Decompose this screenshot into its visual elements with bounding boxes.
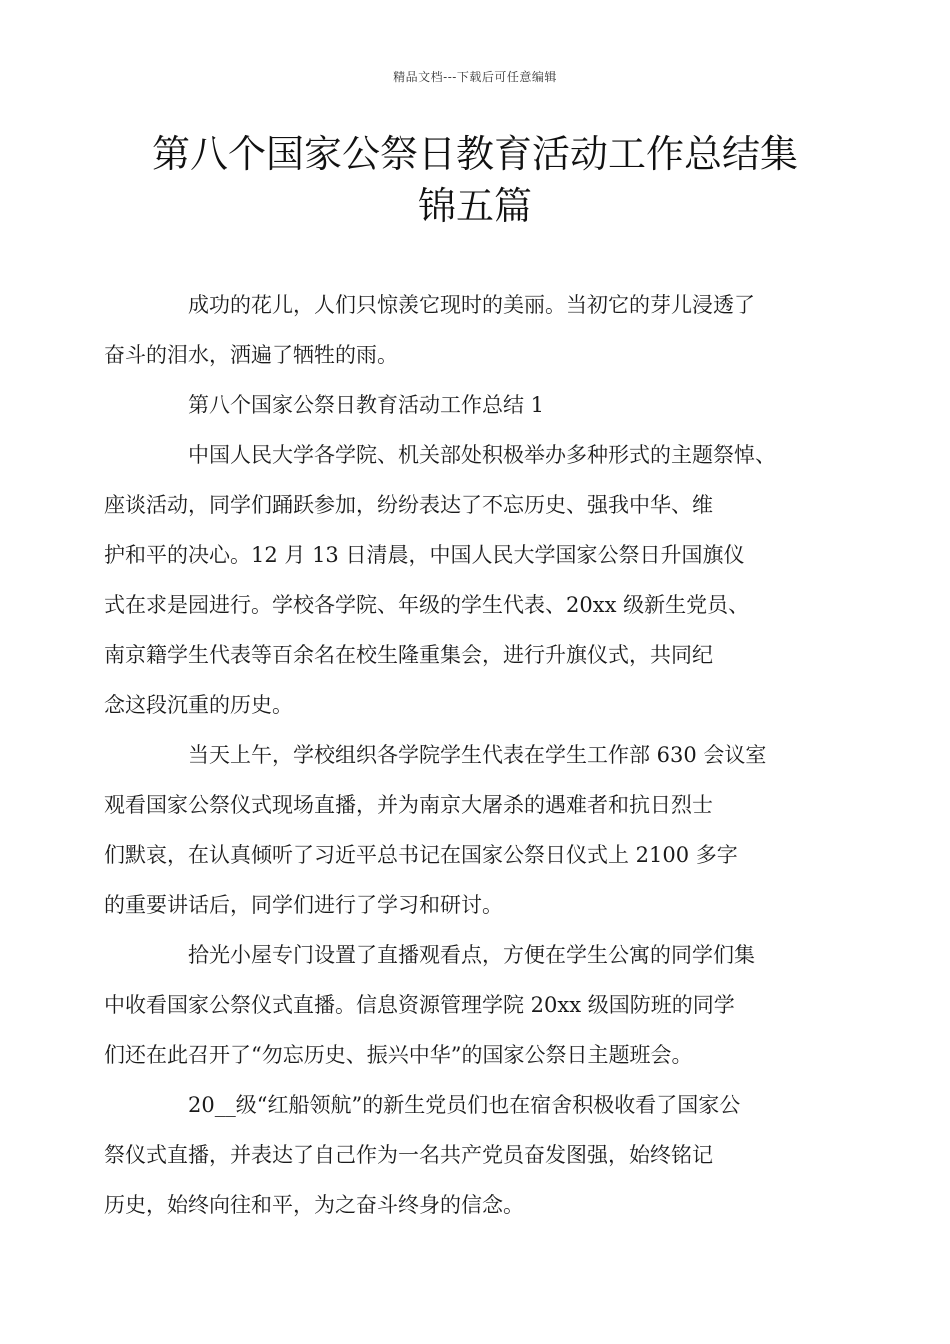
paragraph-line: 拾光小屋专门设置了直播观看点，方便在学生公寓的同学们集	[188, 943, 755, 967]
title-line: 第八个国家公祭日教育活动工作总结集	[151, 132, 798, 176]
paragraph	[146, 380, 811, 430]
paragraph-line: 奋斗的泪水，洒遍了牺牲的雨。	[104, 343, 398, 367]
paragraph-line: 的重要讲话后，同学们进行了学习和研讨。	[104, 893, 503, 917]
title-line: 锦五篇	[417, 184, 532, 228]
paragraph-line: 护和平的决心。12 月 13 日清晨，中国人民大学国家公祭日升国旗仪	[104, 543, 745, 567]
paragraph-line: 中国人民大学各学院、机关部处积极举办多种形式的主题祭悼、	[188, 443, 776, 467]
paragraph-line: 式在求是园进行。学校各学院、年级的学生代表、20xx 级新生党员、	[104, 593, 750, 617]
paragraph	[104, 280, 811, 380]
paragraph-line: 中收看国家公祭仪式直播。信息资源管理学院 20xx 级国防班的同学	[104, 993, 735, 1017]
paragraph-line: 们还在此召开了“勿忘历史、振兴中华”的国家公祭日主题班会。	[104, 1043, 693, 1067]
document-title	[120, 128, 830, 232]
header-note: 精品文档---下载后可任意编辑	[393, 70, 557, 84]
paragraph	[104, 730, 811, 930]
paragraph-line: 当天上午，学校组织各学院学生代表在学生工作部 630 会议室	[188, 743, 767, 767]
paragraph-line: 祭仪式直播，并表达了自己作为一名共产党员奋发图强，始终铭记	[104, 1143, 713, 1167]
paragraph-line: 观看国家公祭仪式现场直播，并为南京大屠杀的遇难者和抗日烈士	[104, 793, 713, 817]
paragraph-line: 历史，始终向往和平，为之奋斗终身的信念。	[104, 1193, 524, 1217]
paragraph	[104, 930, 811, 1080]
paragraph-line: 座谈活动，同学们踊跃参加，纷纷表达了不忘历史、强我中华、维	[104, 493, 713, 517]
paragraph	[104, 1080, 811, 1230]
paragraph	[104, 430, 811, 730]
paragraph-line: 们默哀，在认真倾听了习近平总书记在国家公祭日仪式上 2100 多字	[104, 843, 738, 867]
paragraph-line: 成功的花儿，人们只惊羡它现时的美丽。当初它的芽儿浸透了	[188, 293, 755, 317]
paragraph-line: 20__级“红船领航”的新生党员们也在宿舍积极收看了国家公	[188, 1093, 741, 1117]
paragraph-line: 念这段沉重的历史。	[104, 693, 293, 717]
paragraph-line: 南京籍学生代表等百余名在校生隆重集会，进行升旗仪式，共同纪	[104, 643, 713, 667]
paragraph-line: 第八个国家公祭日教育活动工作总结 1	[188, 393, 545, 417]
document-body	[104, 280, 811, 1230]
